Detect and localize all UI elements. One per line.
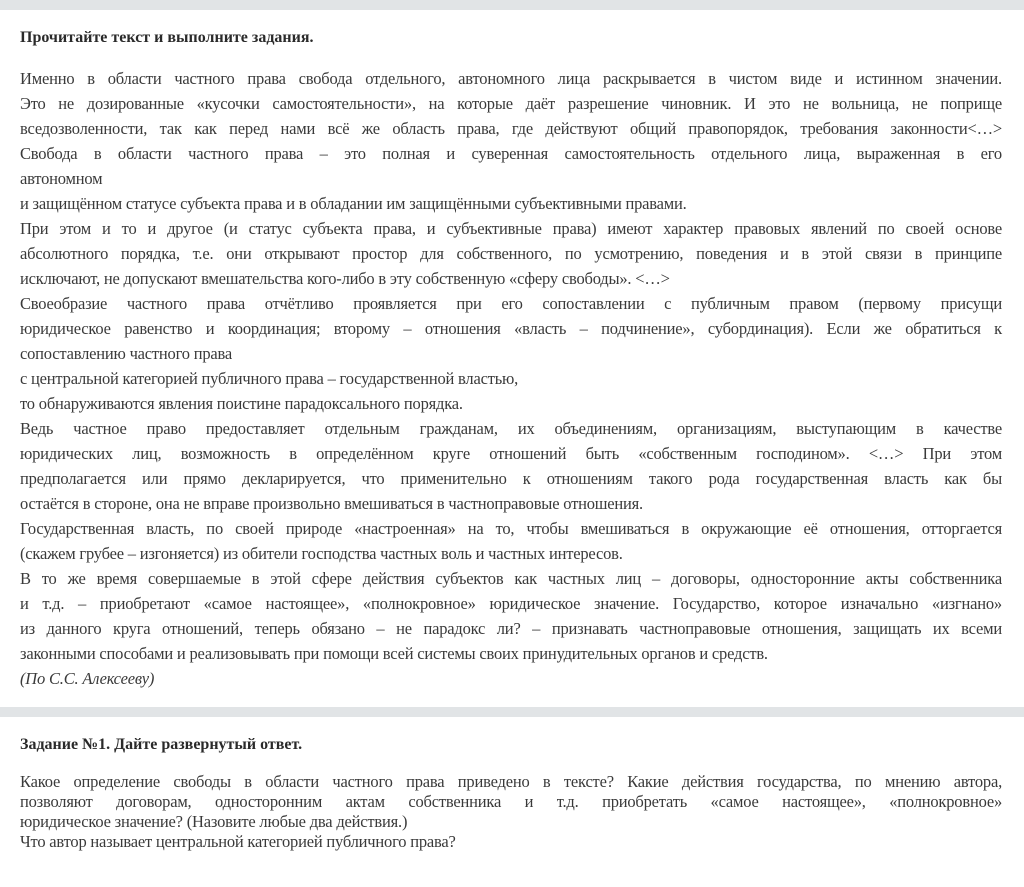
task-line: Что автор называет центральной категорией публичного права? — [20, 832, 456, 851]
passage-line: Своеобразие частного права отчётливо проявляется при его сопоставлении с публичным правом (первому присущи — [20, 294, 1002, 313]
passage-line: юридическое равенство и координация; второму – отношения «власть – подчинение», субординация). Если же обратиться к — [20, 319, 1002, 338]
top-divider — [0, 0, 1024, 10]
passage-heading: Прочитайте текст и выполните задания. — [20, 29, 314, 46]
passage-line: вседозволенности, так как перед нами всё же область права, где действуют общий правопорядок, требования законности<…> — [20, 119, 1002, 138]
passage-line: абсолютного порядка, т.е. они открывают простор для собственного, по усмотрению, поведения и в этой связи в принципе — [20, 244, 1002, 263]
passage-line: с центральной категорией публичного права – государственной властью, — [20, 369, 519, 388]
passage-source: (По С.С. Алексееву) — [20, 669, 155, 688]
task-line: Какое определение свободы в области частного права приведено в тексте? Какие действия государства, по мнению автора, — [20, 772, 1002, 791]
task-line: позволяют договорам, односторонним актам собственника и т.д. приобретать «самое настоящее», «полнокровное» — [20, 792, 1002, 811]
passage-line: законными способами и реализовывать при помощи всей системы своих принудительных органов и средств. — [20, 644, 768, 663]
passage-line: и защищённом статусе субъекта права и в обладании им защищёнными субъективными правами. — [20, 194, 687, 213]
task-line: юридическое значение? (Назовите любые два действия.) — [20, 812, 408, 831]
task-section — [0, 736, 1024, 852]
passage-line: Государственная власть, по своей природе «настроенная» на то, чтобы вмешиваться в окружающие её отношения, отторгается — [20, 519, 1002, 538]
passage-line: Это не дозированные «кусочки самостоятельности», на которые даёт разрешение чиновник. И это не вольница, не поприще — [20, 94, 1002, 113]
passage-line: Ведь частное право предоставляет отдельным гражданам, их объединениям, организациям, выступающим в качестве — [20, 419, 1002, 438]
passage-line: из данного круга отношений, теперь обязано – не парадокс ли? – признавать частноправовые отношения, защищать их всеми — [20, 619, 1002, 638]
passage-line: исключают, не допускают вмешательства кого-либо в эту собственную «сферу свободы». <…> — [20, 269, 670, 288]
passage-line: остаётся в стороне, она не вправе произвольно вмешиваться в частноправовые отношения. — [20, 494, 643, 513]
passage-section — [0, 29, 1024, 691]
passage-line: предполагается или прямо декларируется, что применительно к отношениям такого рода государственная власть как бы — [20, 469, 1002, 488]
passage-line: автономном — [20, 169, 103, 188]
passage-line: (скажем грубее – изгоняется) из обители господства частных воль и частных интересов. — [20, 544, 623, 563]
task-text — [20, 772, 1002, 852]
section-divider — [0, 707, 1024, 717]
passage-line: сопоставлению частного права — [20, 344, 233, 363]
passage-line: то обнаруживаются явления поистине парадоксального порядка. — [20, 394, 463, 413]
passage-line: Именно в области частного права свобода отдельного, автономного лица раскрывается в чистом виде и истинном значении. — [20, 69, 1002, 88]
passage-line: и т.д. – приобретают «самое настоящее», «полнокровное» юридическое значение. Государство, которое изначально «изгнано» — [20, 594, 1002, 613]
passage-line: Свобода в области частного права – это полная и суверенная самостоятельность отдельного лица, выраженная в его — [20, 144, 1002, 163]
passage-line: При этом и то и другое (и статус субъекта права, и субъективные права) имеют характер правовых явлений по своей основе — [20, 219, 1002, 238]
passage-text — [20, 66, 1002, 666]
passage-line: юридических лиц, возможность в определённом круге отношений быть «собственным господином». <…> При этом — [20, 444, 1002, 463]
passage-line: В то же время совершаемые в этой сфере действия субъектов как частных лиц – договоры, односторонние акты собственника — [20, 569, 1002, 588]
task-heading: Задание №1. Дайте развернутый ответ. — [20, 736, 303, 753]
